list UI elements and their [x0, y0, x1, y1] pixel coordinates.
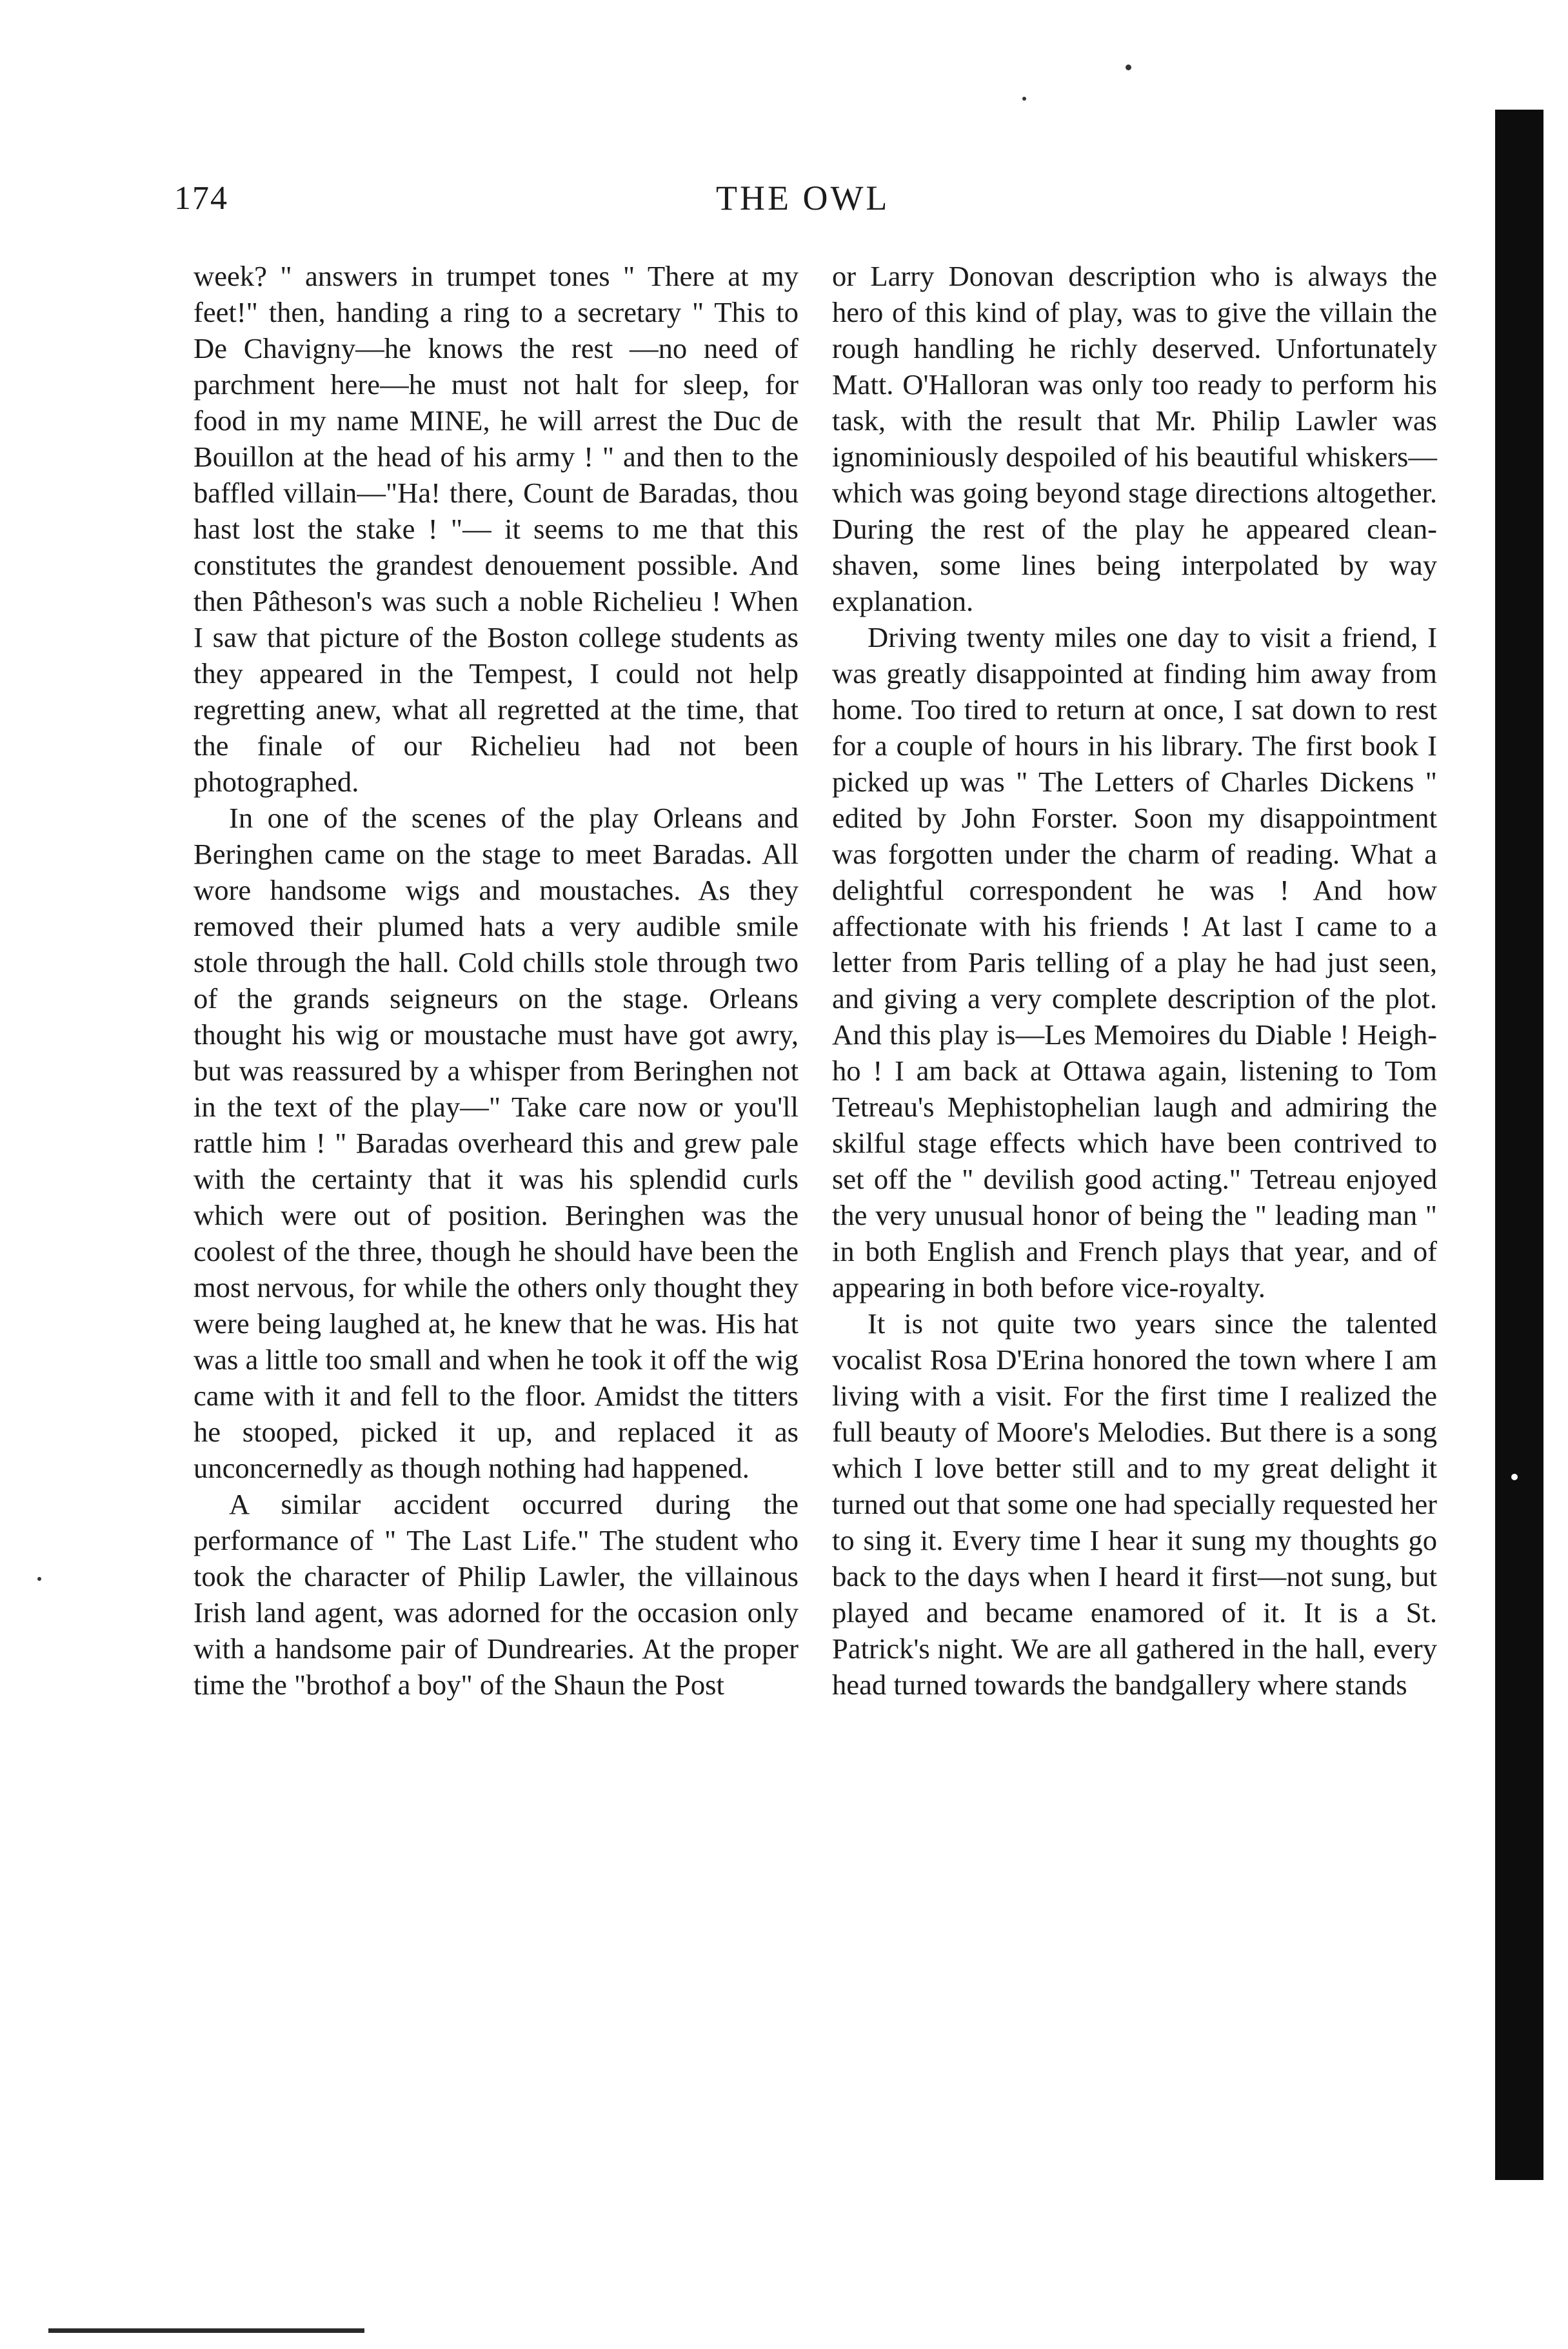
- paragraph: In one of the scenes of the play Orleans and Beringhen came on the stage to meet Baradas. All wore handsome wigs and moustaches. As they removed their plumed hats a very audible smile stole through the hall. Cold chills stole through two of the grands seigneurs on the stage. Orleans thought his wig or moustache must have got awry, but was reassured by a whisper from Beringhen not in the text of the play—" Take care now or you'll rattle him ! " Baradas overheard this and grew pale with the certainty that it was his splendid curls which were out of position. Beringhen was the coolest of the three, though he should have been the most nervous, for while the others only thought they were being laughed at, he knew that he was. His hat was a little too small and when he took it off the wig came with it and fell to the floor. Amidst the titters he stooped, picked it up, and replaced it as unconcernedly as though nothing had happened.: [194, 802, 799, 1484]
- left-column: [194, 258, 799, 1703]
- right-column: [832, 258, 1437, 1703]
- scan-speck: [37, 1577, 41, 1581]
- paragraph: week? " answers in trumpet tones " There at my feet!" then, handing a ring to a secretary " This to De Chavigny—he knows the rest —no need of parchment here—he must not halt for sleep, for food in my name MINE, he will arrest the Duc de Bouillon at the head of his army ! " and then to the baffled villain—"Ha! there, Count de Baradas, thou hast lost the stake ! "— it seems to me that this constitutes the grandest denouement possible. And then Pâtheson's was such a noble Richelieu ! When I saw that picture of the Boston college students as they appeared in the Tempest, I could not help regretting anew, what all regretted at the time, that the finale of our Richelieu had not been photographed.: [194, 260, 799, 798]
- page-number: 174: [174, 180, 228, 217]
- page-edge-shadow: [1495, 110, 1543, 2180]
- running-title: THE OWL: [716, 179, 890, 217]
- scan-speck: [1022, 97, 1026, 101]
- scan-speck: [1511, 1474, 1518, 1480]
- paragraph: A similar accident occurred during the performance of " The Last Life." The student who took the character of Philip Lawler, the villainous Irish land agent, was adorned for the occasion only with a handsome pair of Dundrearies. At the proper time the "brothof a boy" of the Shaun the Post: [194, 1488, 799, 1701]
- scan-speck: [1126, 64, 1131, 70]
- paragraph: Driving twenty miles one day to visit a friend, I was greatly disappointed at finding him away from home. Too tired to return at once, I sat down to rest for a couple of hours in his library. The first book I picked up was " The Letters of Charles Dickens " edited by John Forster. Soon my disappointment was forgotten under the charm of reading. What a delightful correspondent he was ! And how affectionate with his friends ! At last I came to a letter from Paris telling of a play he had just seen, and giving a very complete description of the plot. And this play is—Les Memoires du Diable ! Heigh-ho ! I am back at Ottawa again, listening to Tom Tetreau's Mephistophelian laugh and admiring the skilful stage effects which have been contrived to set off the " devilish good acting." Tetreau enjoyed the very unusual honor of being the " leading man " in both English and French plays that year, and of appearing in both before vice-royalty.: [832, 621, 1437, 1303]
- paragraph: or Larry Donovan description who is always the hero of this kind of play, was to give the villain the rough handling he richly deserved. Unfortunately Matt. O'Halloran was only too ready to perform his task, with the result that Mr. Philip Lawler was ignominiously despoiled of his beautiful whiskers—which was going beyond stage directions altogether. During the rest of the play he appeared clean-shaven, some lines being interpolated by way explanation.: [832, 260, 1437, 617]
- bottom-rule: [48, 2328, 364, 2333]
- paragraph: It is not quite two years since the talented vocalist Rosa D'Erina honored the town where I am living with a visit. For the first time I realized the full beauty of Moore's Melodies. But there is a song which I love better still and to my great delight it turned out that some one had specially requested her to sing it. Every time I hear it sung my thoughts go back to the days when I heard it first—not sung, but played and became enamored of it. It is a St. Patrick's night. We are all gathered in the hall, every head turned towards the bandgallery where stands: [832, 1307, 1437, 1701]
